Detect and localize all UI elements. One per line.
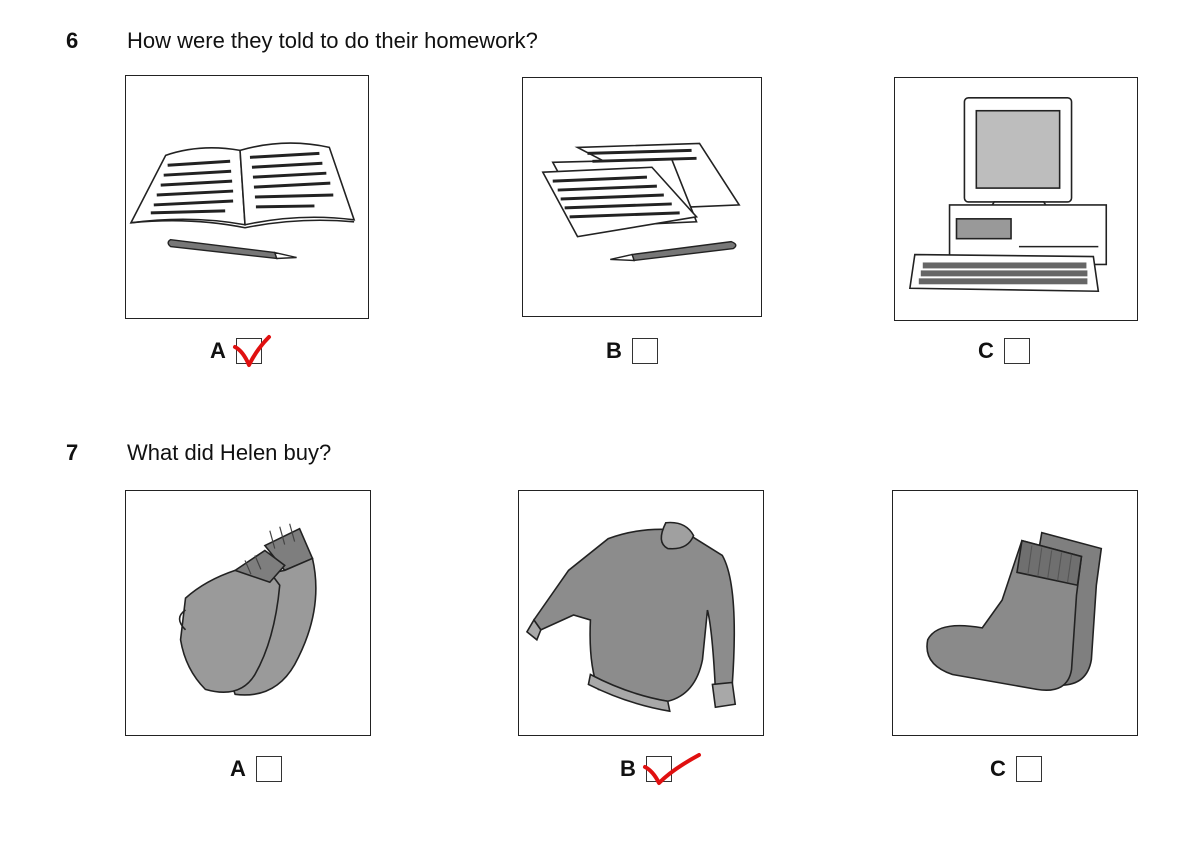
option-a[interactable] <box>230 756 282 782</box>
option-letter: C <box>978 338 994 363</box>
option-c[interactable] <box>978 338 1030 364</box>
picture-option-b[interactable] <box>518 490 764 736</box>
check-mark-icon <box>233 329 293 369</box>
option-letter: C <box>990 756 1006 781</box>
question-text: What did Helen buy? <box>127 440 332 465</box>
question-number: 7 <box>66 440 79 465</box>
option-letter: A <box>230 756 246 781</box>
answer-checkbox[interactable] <box>646 756 672 782</box>
answer-checkbox[interactable] <box>632 338 658 364</box>
answer-checkbox[interactable] <box>1016 756 1042 782</box>
open-book-and-pen-icon <box>126 76 368 318</box>
option-letter: B <box>620 756 636 781</box>
check-mark-icon <box>643 747 703 787</box>
socks-icon <box>893 491 1137 735</box>
question-text: How were they told to do their homework? <box>127 28 538 53</box>
option-b[interactable] <box>620 756 672 782</box>
desktop-computer-icon <box>895 78 1137 320</box>
picture-option-a[interactable] <box>125 75 369 319</box>
answer-checkbox[interactable] <box>236 338 262 364</box>
option-b[interactable] <box>606 338 658 364</box>
option-c[interactable] <box>990 756 1042 782</box>
picture-option-b[interactable] <box>522 77 762 317</box>
answer-checkbox[interactable] <box>256 756 282 782</box>
picture-option-c[interactable] <box>894 77 1138 321</box>
option-a[interactable] <box>210 338 262 364</box>
question-number: 6 <box>66 28 79 53</box>
option-letter: B <box>606 338 622 363</box>
papers-and-pen-icon <box>523 78 761 316</box>
option-letter: A <box>210 338 226 363</box>
picture-option-a[interactable] <box>125 490 371 736</box>
picture-option-c[interactable] <box>892 490 1138 736</box>
sweater-icon <box>519 491 763 735</box>
gloves-icon <box>126 491 370 735</box>
answer-checkbox[interactable] <box>1004 338 1030 364</box>
